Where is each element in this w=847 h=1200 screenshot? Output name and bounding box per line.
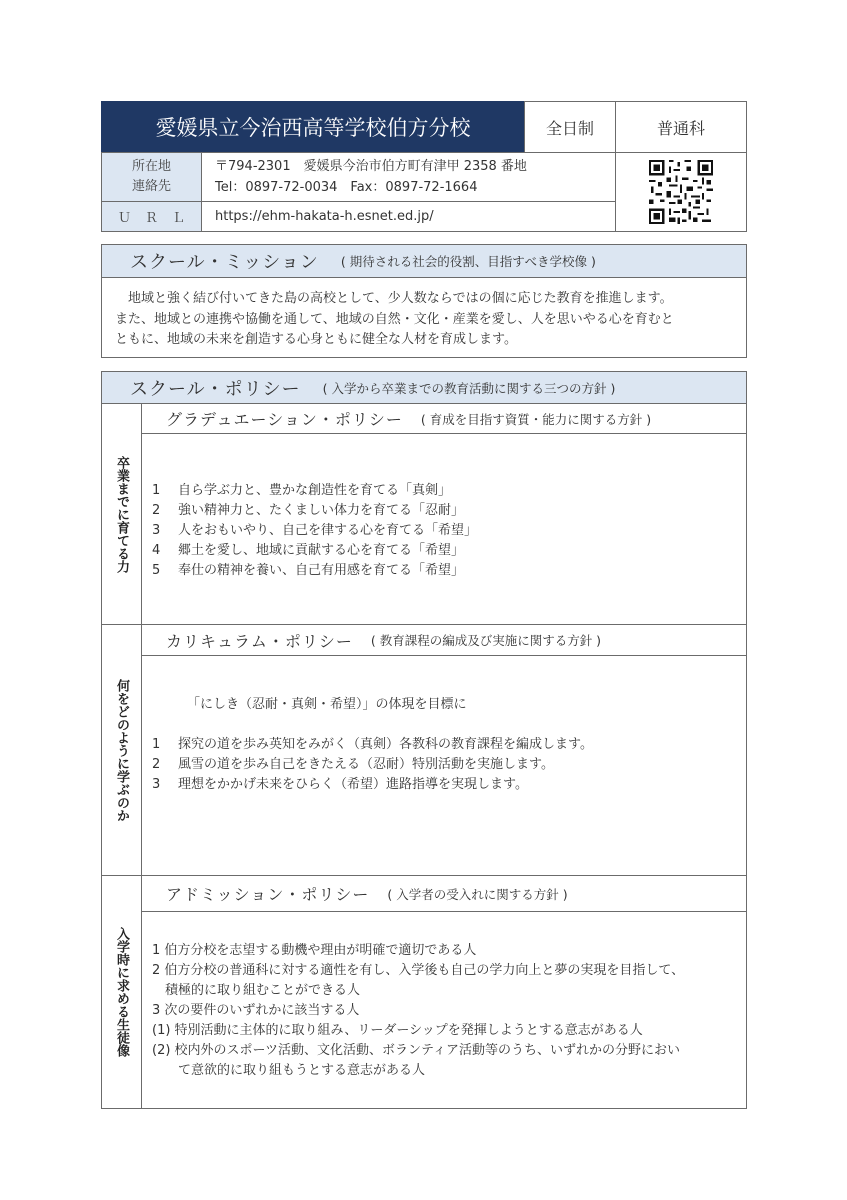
list-item: 3 人をおもいやり、自己を律する心を育てる「希望」 <box>152 523 478 538</box>
department: 普通科 <box>615 101 747 153</box>
location-value <box>201 152 616 202</box>
list-item: 2 風雪の道を歩み自己をきたえる（忍耐）特別活動を実施します。 <box>152 757 554 772</box>
url-link[interactable]: https://ehm-hakata-h.esnet.ed.jp/ <box>201 201 616 232</box>
list-item: (2) 校内外のスポーツ活動、文化活動、ボランティア活動等のうち、いずれかの分野におい <box>152 1043 680 1058</box>
list-item: 3 次の要件のいずれかに該当する人 <box>152 1003 360 1018</box>
mission-header <box>101 244 747 278</box>
list-item: 2 伯方分校の普通科に対する適性を有し、入学後も自己の学力向上と夢の実現を目指して、 <box>152 963 685 978</box>
curriculum-lead: 「にしき（忍耐・真剣・希望）」の体現を目標に <box>187 697 467 712</box>
list-item: て意欲的に取り組もうとする意志がある人 <box>152 1063 426 1078</box>
mission-line: ともに、地域の未来を創造する心身ともに健全な人材を育成します。 <box>115 332 517 347</box>
list-item: (1) 特別活動に主体的に取り組み、リーダーシップを発揮しようとする意志がある人 <box>152 1023 643 1038</box>
curriculum-header <box>141 624 747 656</box>
mission-line: また、地域との連携や協働を通して、地域の自然・文化・産業を愛し、人を思いやる心を育むと <box>115 311 674 327</box>
curriculum-side-label: 何をどのように学ぶのか <box>101 624 142 876</box>
list-item: 1 探究の道を歩み英知をみがく（真剣）各教科の教育課程を編成します。 <box>152 737 593 752</box>
mission-line: 地域と強く結び付いてきた島の高校として、少人数ならではの個に応じた教育を推進します。 <box>115 291 673 306</box>
admission-side-label: 入学時に求める生徒像 <box>101 875 142 1109</box>
url-label: ＵＲＬ <box>101 201 202 232</box>
list-item: 1 自ら学ぶ力と、豊かな創造性を育てる「真剣」 <box>152 483 452 498</box>
graduation-header <box>141 403 747 434</box>
curriculum-list <box>141 655 747 876</box>
mission-title: スクール・ミッション <box>130 252 319 273</box>
graduation-subtitle: ( 育成を目指す資質・能力に関する方針 ) <box>420 411 652 427</box>
graduation-side-label: 卒業までに育てる力 <box>101 403 142 625</box>
list-item: 3 理想をかかげ未来をひらく（希望）進路指導を実現します。 <box>152 777 528 792</box>
curriculum-subtitle: ( 教育課程の編成及び実施に関する方針 ) <box>370 633 602 648</box>
list-item: 4 郷土を愛し、地域に貢献する心を育てる「希望」 <box>152 543 465 558</box>
admission-header <box>141 875 747 912</box>
graduation-title: グラデュエーション・ポリシー <box>166 410 403 429</box>
admission-list <box>141 911 747 1109</box>
qr-code-icon[interactable] <box>649 160 713 224</box>
admission-subtitle: ( 入学者の受入れに関する方針 ) <box>387 886 568 902</box>
contact: Tel：0897-72-0034 Fax：0897-72-1664 <box>215 180 478 195</box>
list-item: 積極的に取り組むことができる人 <box>152 983 361 998</box>
policy-header <box>101 371 747 404</box>
mission-body <box>101 277 747 358</box>
admission-title: アドミッション・ポリシー <box>166 885 370 904</box>
qr-code-cell <box>615 152 747 232</box>
location-label-line-2: 連絡先 <box>131 179 171 194</box>
curriculum-title: カリキュラム・ポリシー <box>166 631 353 651</box>
address: 〒794-2301 愛媛県今治市伯方町有津甲 2358 番地 <box>215 159 527 174</box>
policy-subtitle: ( 入学から卒業までの教育活動に関する三つの方針 ) <box>322 380 616 396</box>
list-item: 2 強い精神力と、たくましい体力を育てる「忍耐」 <box>152 503 465 518</box>
mission-subtitle: ( 期待される社会的役割、目指すべき学校像 ) <box>340 254 596 269</box>
policy-title: スクール・ポリシー <box>130 378 301 400</box>
course-type: 全日制 <box>524 101 616 153</box>
list-item: 5 奉仕の精神を養い、自己有用感を育てる「希望」 <box>152 563 465 578</box>
graduation-list <box>141 433 747 625</box>
location-label-line-1: 所在地 <box>131 159 171 174</box>
school-name: 愛媛県立今治西高等学校伯方分校 <box>101 101 525 153</box>
location-label <box>101 152 202 202</box>
list-item: 1 伯方分校を志望する動機や理由が明確で適切である人 <box>152 943 477 958</box>
